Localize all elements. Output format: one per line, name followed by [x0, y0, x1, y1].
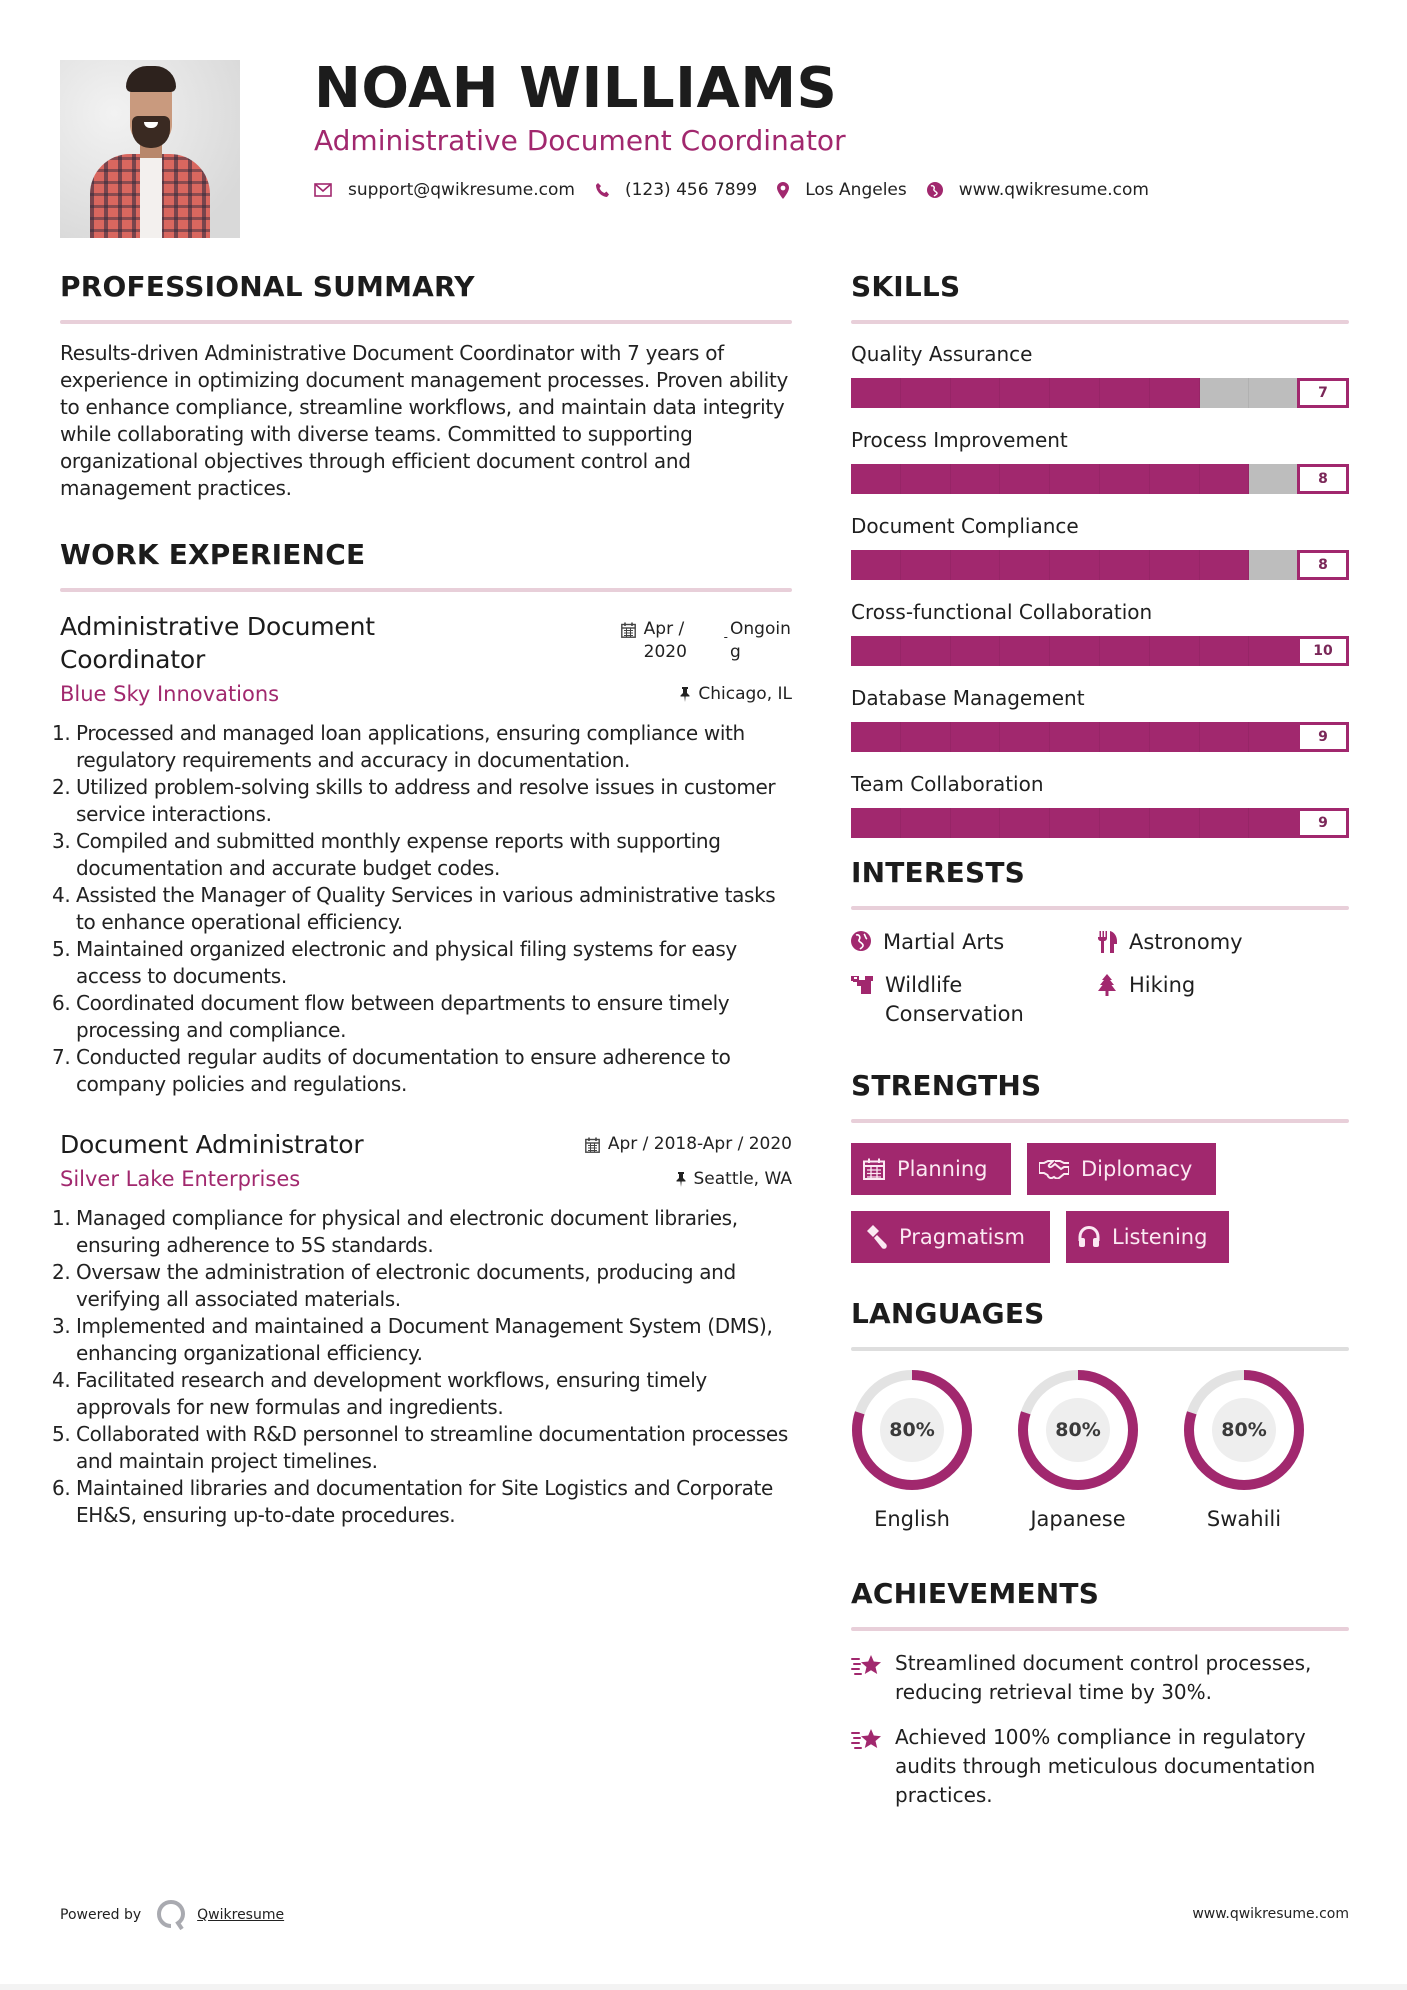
language-name: English: [874, 1507, 950, 1531]
website-text: www.qwikresume.com: [958, 180, 1149, 200]
interest-item: Hiking: [1097, 971, 1343, 1029]
headphones-icon: [1078, 1226, 1100, 1248]
skill-item: [851, 598, 1349, 666]
skill-label: Cross-functional Collaboration: [851, 600, 1153, 624]
language-name: Swahili: [1206, 1507, 1282, 1531]
interests-list: [851, 928, 1349, 1029]
section-divider: [851, 320, 1349, 324]
skill-label: Database Management: [851, 686, 1085, 710]
section-heading: WORK EXPERIENCE: [60, 538, 366, 571]
bullet-item: 3. Implemented and maintained a Document Management System (DMS), enhancing organizational efficiency.: [52, 1314, 773, 1365]
candidate-title: Administrative Document Coordinator: [314, 124, 846, 157]
contact-location: [777, 180, 907, 200]
strength-tag: Pragmatism: [851, 1211, 1050, 1263]
section-divider: [60, 588, 792, 592]
skill-score-badge: 8: [1297, 550, 1349, 580]
contact-email[interactable]: [314, 180, 575, 200]
skills-list: [851, 340, 1349, 838]
date-range: Apr / 2018-Apr / 2020: [607, 1134, 792, 1154]
skill-rating-bar: [851, 636, 1349, 666]
bullet-item: 5. Collaborated with R&D personnel to streamline documentation processes and maintain project timelines.: [52, 1422, 788, 1473]
footer-powered-by: [60, 1900, 284, 1930]
bullet-item: 6. Coordinated document flow between departments to ensure timely processing and compliance.: [52, 991, 730, 1042]
job-location: Seattle, WA: [676, 1169, 793, 1189]
globe-icon: [927, 182, 943, 198]
skill-label: Quality Assurance: [851, 342, 1033, 366]
bullet-item: 7. Conducted regular audits of documentation to ensure adherence to company policies and regulations.: [52, 1045, 731, 1096]
skill-score-badge: 9: [1297, 808, 1349, 838]
profile-photo: [60, 60, 240, 238]
calendar-icon: [585, 1137, 600, 1153]
calendar-icon: [863, 1158, 885, 1180]
section-heading: INTERESTS: [851, 856, 1025, 889]
skill-score-badge: 8: [1297, 464, 1349, 494]
binoculars-icon: [851, 974, 873, 994]
tree-icon: [1097, 974, 1117, 996]
job-bullets: [52, 1205, 792, 1529]
language-progress-ring: [1017, 1369, 1139, 1491]
language-item: [1183, 1369, 1349, 1531]
bullet-item: 4. Assisted the Manager of Quality Services in various administrative tasks to enhance operational efficiency.: [52, 883, 776, 934]
section-heading: SKILLS: [851, 270, 961, 303]
job-date: [585, 1133, 792, 1156]
skill-item: [851, 340, 1349, 408]
left-column: [52, 270, 792, 1529]
footer-website[interactable]: www.qwikresume.com: [1192, 1906, 1349, 1922]
strengths-list: [851, 1143, 1271, 1263]
skill-label: Process Improvement: [851, 428, 1068, 452]
location-text: Los Angeles: [805, 180, 907, 200]
bullet-item: 3. Compiled and submitted monthly expense reports with supporting documentation and accurate budget codes.: [52, 829, 721, 880]
date-end: Ongoing: [730, 619, 791, 662]
section-heading: PROFESSIONAL SUMMARY: [60, 270, 475, 303]
section-heading: STRENGTHS: [851, 1069, 1042, 1102]
language-item: [1017, 1369, 1183, 1531]
skill-item: [851, 770, 1349, 838]
strength-tag: Planning: [851, 1143, 1011, 1195]
interest-item: Martial Arts: [851, 928, 1097, 957]
languages-list: [851, 1369, 1349, 1531]
summary-text: Results-driven Administrative Document Coordinator with 7 years of experience in optimizing document management processes. Proven ability to enhance compliance, streamline workflows, and maintain data integrity while collaborating with diverse teams. Committed to supporting organizational objectives through efficient document control and management practices.: [60, 341, 789, 500]
phone-icon: [595, 182, 609, 198]
skill-rating-bar: [851, 722, 1349, 752]
language-name: Japanese: [1030, 1507, 1126, 1531]
experience-section: [52, 538, 792, 1529]
section-divider: [851, 1347, 1349, 1351]
achievements-section: [851, 1577, 1349, 1810]
phone-text: (123) 456 7899: [624, 180, 758, 200]
date-separator: -: [723, 630, 728, 644]
bullet-item: 6. Maintained libraries and documentation for Site Logistics and Corporate EH&S, ensuring up-to-date procedures.: [52, 1476, 773, 1527]
company-name: Silver Lake Enterprises: [60, 1167, 301, 1191]
section-divider: [851, 1627, 1349, 1631]
language-percent: 80%: [1055, 1419, 1101, 1441]
job-entry: [52, 610, 792, 1098]
strengths-section: [851, 1069, 1349, 1263]
map-marker-icon: [777, 182, 789, 199]
candidate-name: NOAH WILLIAMS: [314, 56, 838, 121]
section-heading: LANGUAGES: [851, 1297, 1045, 1330]
job-bullets: [52, 720, 792, 1098]
skill-label: Document Compliance: [851, 514, 1079, 538]
job-title: Administrative Document Coordinator: [60, 612, 375, 674]
globe-icon: [851, 931, 871, 951]
skill-rating-bar: [851, 550, 1349, 580]
skill-item: [851, 426, 1349, 494]
language-progress-ring: [1183, 1369, 1305, 1491]
job-date: [621, 618, 792, 664]
section-heading: ACHIEVEMENTS: [851, 1577, 1100, 1610]
section-divider: [60, 320, 792, 324]
brand-link[interactable]: Qwikresume: [197, 1907, 285, 1923]
skill-score-badge: 9: [1297, 722, 1349, 752]
interest-item: Astronomy: [1097, 928, 1343, 957]
languages-section: [851, 1297, 1349, 1531]
strength-tag: Listening: [1066, 1211, 1229, 1263]
contact-phone[interactable]: [595, 180, 757, 200]
language-percent: 80%: [1221, 1419, 1267, 1441]
email-text: support@qwikresume.com: [348, 180, 575, 200]
date-start: Apr / 2020: [643, 619, 687, 662]
bullet-item: 4. Facilitated research and development workflows, ensuring timely approvals for new formulas and ingredients.: [52, 1368, 707, 1419]
pushpin-icon: [680, 687, 690, 702]
summary-section: [60, 270, 792, 502]
pushpin-icon: [676, 1172, 686, 1187]
bullet-item: 1. Processed and managed loan applications, ensuring compliance with regulatory requirements and accuracy in documentation.: [52, 721, 745, 772]
skill-label: Team Collaboration: [851, 772, 1044, 796]
job-location: Chicago, IL: [680, 684, 792, 704]
utensils-icon: [1097, 931, 1117, 953]
skills-section: [851, 270, 1349, 838]
bullet-item: 1. Managed compliance for physical and electronic document libraries, ensuring adherence to 5S standards.: [52, 1206, 738, 1257]
section-divider: [851, 906, 1349, 910]
bullet-item: 2. Oversaw the administration of electronic documents, producing and verifying all associated materials.: [52, 1260, 736, 1311]
gavel-icon: [863, 1225, 887, 1249]
achievement-item: Achieved 100% compliance in regulatory audits through meticulous documentation practices.: [851, 1723, 1349, 1810]
strength-tag: Diplomacy: [1027, 1143, 1216, 1195]
interests-section: [851, 856, 1349, 1029]
bullet-item: 2. Utilized problem-solving skills to address and resolve issues in customer service interactions.: [52, 775, 776, 826]
calendar-icon: [621, 622, 636, 638]
job-entry: [52, 1128, 792, 1529]
language-progress-ring: [851, 1369, 973, 1491]
skill-item: [851, 512, 1349, 580]
contact-website[interactable]: [927, 180, 1149, 200]
section-divider: [851, 1119, 1349, 1123]
powered-by-text: Powered by: [60, 1907, 142, 1923]
language-item: [851, 1369, 1017, 1531]
right-column: [851, 270, 1349, 1826]
contact-bar: [314, 180, 1169, 200]
job-title: Document Administrator: [60, 1130, 364, 1159]
skill-rating-bar: [851, 378, 1349, 408]
interest-item: Wildlife Conservation: [851, 971, 1097, 1029]
page-bottom-edge: [0, 1984, 1407, 1990]
envelope-icon: [314, 183, 332, 197]
language-percent: 80%: [889, 1419, 935, 1441]
shooting-star-icon: [851, 1727, 883, 1753]
skill-score-badge: 7: [1297, 378, 1349, 408]
company-name: Blue Sky Innovations: [60, 682, 280, 706]
skill-rating-bar: [851, 464, 1349, 494]
skill-score-badge: 10: [1297, 636, 1349, 666]
bullet-item: 5. Maintained organized electronic and physical filing systems for easy access to documents.: [52, 937, 737, 988]
skill-item: [851, 684, 1349, 752]
achievement-item: Streamlined document control processes, reducing retrieval time by 30%.: [851, 1649, 1349, 1707]
qwikresume-logo-icon: [157, 1900, 185, 1930]
handshake-icon: [1039, 1159, 1069, 1179]
shooting-star-icon: [851, 1653, 883, 1679]
skill-rating-bar: [851, 808, 1349, 838]
